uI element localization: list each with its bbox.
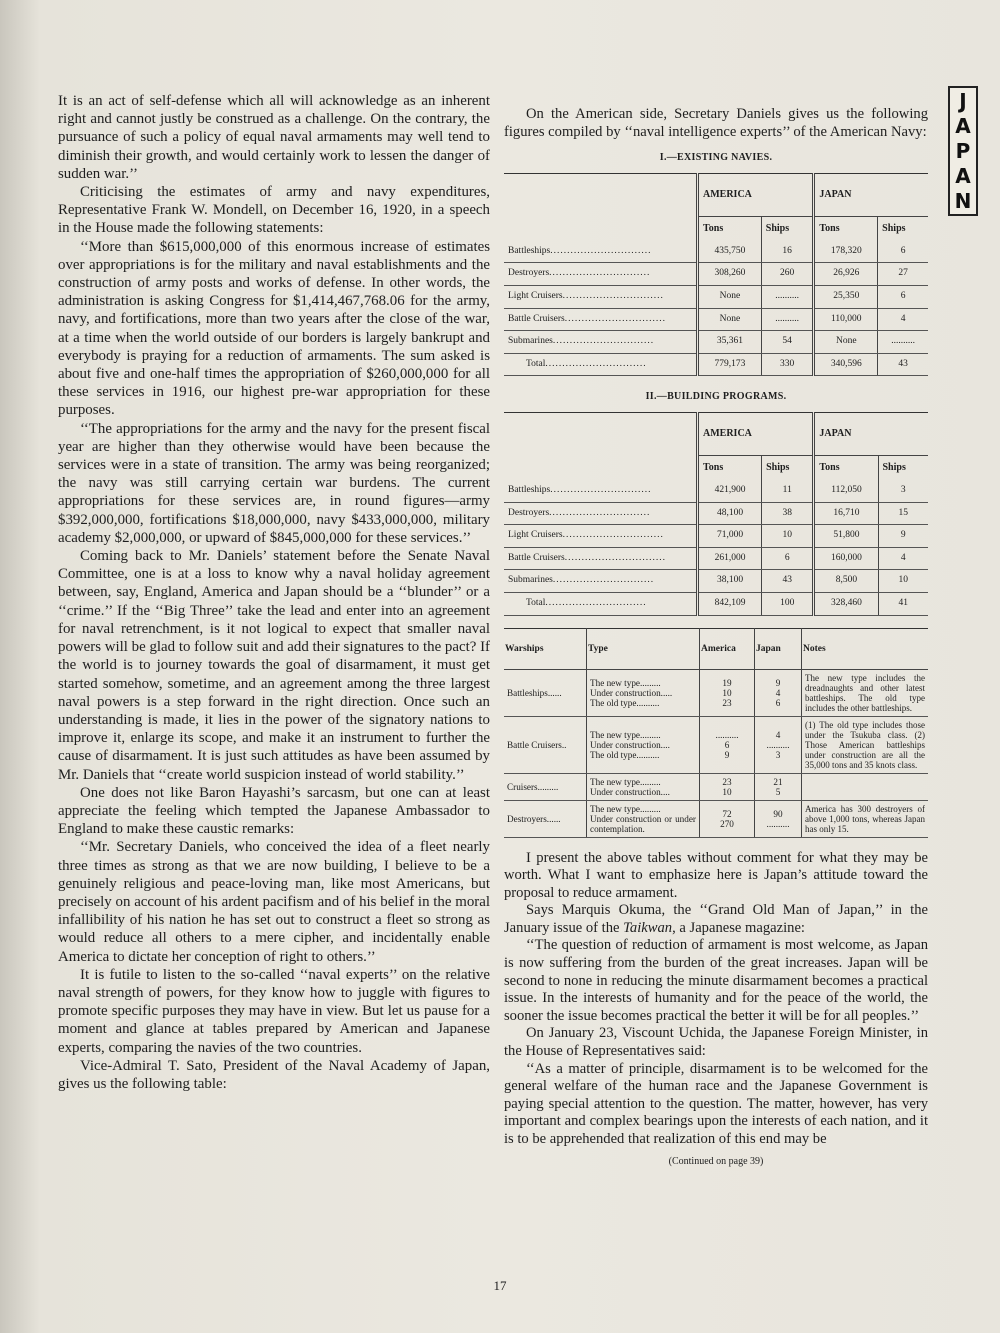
table-cell: 6	[878, 241, 928, 263]
table-body	[504, 480, 928, 615]
america-cell	[700, 773, 755, 800]
warship-cell: Destroyers......	[504, 800, 587, 837]
paragraph: It is an act of self-defense which all will acknowledge as an inherent right and cannot justly be construed as a challenge. On the contrary, the pursuance of such a policy of equal naval armaments may well tend to diminish their growth, and would certainly work to lessen the danger of sudden war.’’	[58, 93, 490, 182]
type-line: Under construction or under contemplation.	[590, 813, 696, 834]
count-line: ..........	[766, 818, 790, 829]
table-cell: 41	[878, 592, 928, 615]
count-line: ..........	[766, 739, 790, 750]
type-cell	[587, 800, 700, 837]
table-cell: 4	[878, 308, 928, 331]
table-cell: ..........	[761, 308, 814, 331]
japan-cell	[755, 800, 802, 837]
group-header: AMERICA	[698, 412, 814, 455]
type-cell	[587, 669, 700, 716]
tab-letter: A	[955, 113, 971, 138]
table-cell: 308,260	[698, 263, 762, 286]
notes-cell: America has 300 destroyers of above 1,000 tons, whereas Japan has only 15.	[802, 800, 929, 837]
leader-dots: ..............................	[549, 268, 651, 279]
type-line: The new type.........	[590, 776, 661, 787]
type-line: Under construction....	[590, 739, 670, 750]
japan-cell	[755, 773, 802, 800]
count-line: 4	[775, 729, 781, 740]
count-line: 10	[722, 786, 732, 797]
column-header: America	[700, 628, 755, 669]
row-label: Battleships..............................	[504, 480, 698, 502]
left-column	[58, 92, 490, 1093]
type-line: Under construction....	[590, 786, 670, 797]
table-cell: 25,350	[814, 285, 878, 308]
table-cell: 27	[878, 263, 928, 286]
table-row	[504, 263, 928, 286]
column-header: Tons	[814, 216, 878, 241]
tab-letter: J	[959, 88, 967, 113]
count-line: 10	[722, 687, 732, 698]
table-cell: 43	[878, 353, 928, 376]
paragraph: On January 23, Viscount Uchida, the Japanese Foreign Minister, in the House of Representatives said:	[504, 1025, 928, 1060]
leader-dots: ..............................	[545, 597, 647, 608]
building-programs-table	[504, 412, 928, 616]
table-cell: 340,596	[814, 353, 878, 376]
table-cell: 330	[761, 353, 814, 376]
table-row	[504, 308, 928, 331]
column-header: Type	[587, 628, 700, 669]
table-cell: 112,050	[814, 480, 878, 502]
table-cell: 435,750	[698, 241, 762, 263]
row-label: Light Cruisers..............................	[504, 525, 698, 548]
table-cell: 35,361	[698, 331, 762, 354]
paragraph	[504, 902, 928, 937]
japan-cell	[755, 669, 802, 716]
type-line: Under construction.....	[590, 687, 673, 698]
count-line: 90	[773, 808, 783, 819]
notes-cell: (1) The old type includes those under the Tsukuba class. (2) Those American battleships under construction are all the 35,000 tons and 35 knots class.	[802, 716, 929, 773]
table-cell: 38,100	[698, 570, 762, 593]
section-tab-japan	[948, 86, 978, 216]
row-label: Total..............................	[504, 592, 698, 615]
row-label: Total..............................	[504, 353, 698, 376]
table-cell: 54	[761, 331, 814, 354]
notes-cell	[802, 773, 929, 800]
group-header: JAPAN	[814, 173, 928, 216]
america-cell	[700, 669, 755, 716]
table-cell: 421,900	[698, 480, 762, 502]
table-row	[504, 570, 928, 593]
table-cell: 260	[761, 263, 814, 286]
table-cell: None	[698, 308, 762, 331]
leader-dots: ..............................	[550, 245, 652, 256]
table-cell: 38	[762, 502, 814, 525]
leader-dots: ..............................	[550, 484, 652, 495]
magazine-title: Taikwan	[623, 919, 673, 936]
table-cell: None	[814, 331, 878, 354]
count-line: 9	[775, 677, 781, 688]
table-cell: 178,320	[814, 241, 878, 263]
existing-navies-table	[504, 173, 928, 377]
paragraph: One does not like Baron Hayashi’s sarcasm, but one can at least appreciate the feeling which tempted the Japanese Ambassador to England to make these caustic remarks:	[58, 784, 490, 838]
table-cell: 9	[878, 525, 928, 548]
row-label: Battle Cruisers..............................	[504, 547, 698, 570]
table-row	[504, 241, 928, 263]
paragraph: ‘‘More than $615,000,000 of this enormous increase of estimates over appropriations is for the military and naval establishments and the construction of army posts and works of defense. In other words, the administration is asking Congress for $1,414,467,768.06 for the army, navy, and fortifications, more than two years after the close of the war, at a time when the world outside of our borders is largely bankrupt and everybody is praying for a reduction of armaments. The sum asked is about five and one-half times the appropriation of $260,000,000 for all these services in 1916, our highest pre-war appropriation for these purposes.	[58, 238, 490, 419]
table-cell: 6	[878, 285, 928, 308]
warship-cell: Battle Cruisers..	[504, 716, 587, 773]
table-cell: None	[698, 285, 762, 308]
table-cell: 51,800	[814, 525, 878, 548]
column-header: Tons	[698, 216, 762, 241]
table-cell: ..........	[878, 331, 928, 354]
type-cell	[587, 716, 700, 773]
table-cell: 110,000	[814, 308, 878, 331]
paragraph: ‘‘The appropriations for the army and the navy for the present fiscal year are higher than they otherwise would have been because the services were in a state of transition. The army was being reorganized; the navy was still carrying certain war burdens. The current appropriations for these services are, in round figures—army $392,000,000, fortifications $18,000,000, navy $433,000,000, military academy $2,000,000, or upward of $845,000,000 for these services.’’	[58, 420, 490, 546]
column-header: Notes	[802, 628, 929, 669]
okuma-text-before: Says Marquis Okuma, the ‘‘Grand Old Man of Japan,’’ in the January issue of the	[504, 902, 928, 936]
row-label: Destroyers..............................	[504, 263, 698, 286]
leader-dots: ..............................	[562, 290, 664, 301]
leader-dots: ..............................	[562, 530, 664, 541]
paragraph: Criticising the estimates of army and navy expenditures, Representative Frank W. Mondell, on December 16, 1920, in a speech in the House made the following statements:	[58, 184, 490, 237]
table-cell: 4	[878, 547, 928, 570]
tab-letter: N	[954, 189, 972, 214]
leader-dots: ..............................	[545, 358, 647, 369]
count-line: 23	[722, 697, 732, 708]
page-number: 17	[493, 1278, 507, 1293]
table-row	[504, 353, 928, 376]
table-cell: 261,000	[698, 547, 762, 570]
table-cell: 842,109	[698, 592, 762, 615]
tab-letter: A	[955, 164, 971, 189]
okuma-text-after: , a Japanese magazine:	[672, 919, 805, 936]
warship-cell: Cruisers.........	[504, 773, 587, 800]
table-cell: 100	[762, 592, 814, 615]
table-row	[504, 502, 928, 525]
table-caption-existing-navies: I.—EXISTING NAVIES.	[659, 152, 773, 164]
column-header: Ships	[878, 455, 928, 480]
count-line: 3	[775, 749, 781, 760]
table-cell: ..........	[761, 285, 814, 308]
type-line: The old type..........	[590, 697, 660, 708]
count-line: 72	[722, 808, 732, 819]
table-row	[504, 592, 928, 615]
type-line: The new type.........	[590, 803, 661, 814]
continued-note: (Continued on page 39)	[668, 1155, 764, 1167]
warship-cell: Battleships......	[504, 669, 587, 716]
paragraph: Vice-Admiral T. Sato, President of the Naval Academy of Japan, gives us the following table:	[58, 1057, 490, 1092]
count-line: 19	[722, 677, 732, 688]
type-line: The old type..........	[590, 749, 660, 760]
japan-cell	[755, 716, 802, 773]
table-cell: 15	[878, 502, 928, 525]
table-row	[504, 547, 928, 570]
table-cell: 48,100	[698, 502, 762, 525]
america-cell	[700, 716, 755, 773]
paragraph: ‘‘As a matter of principle, disarmament is to be welcomed for the general welfare of the human race and the Japanese Government is paying special attention to the question. The matter, however, has very important and complex bearings upon the interests of each nation, and it is to be apprehended that realization of this end may be	[504, 1060, 928, 1147]
table-cell: 11	[762, 480, 814, 502]
column-header: Tons	[698, 455, 762, 480]
table-cell: 16	[761, 241, 814, 263]
count-line: 23	[722, 776, 732, 787]
paragraph: ‘‘The question of reduction of armament is most welcome, as Japan is now suffering from the burden of the great increases. Japan will be second to none in reducing the minute disarmament becomes a practical issue. In the interests of humanity and for the peace of the world, the sooner the issue becomes practical the better it will be for all peoples.’’	[504, 937, 928, 1024]
group-header: AMERICA	[698, 173, 814, 216]
table-row	[504, 331, 928, 354]
row-label: Battle Cruisers..............................	[504, 308, 698, 331]
america-cell	[700, 800, 755, 837]
count-line: 6	[775, 697, 781, 708]
count-line: 270	[720, 818, 734, 829]
notes-cell: The new type includes the dreadnaughts and other latest battleships. The old type includes the other battleships.	[802, 669, 929, 716]
tab-letter: P	[955, 138, 971, 163]
leader-dots: ..............................	[564, 552, 666, 563]
table-cell: 8,500	[814, 570, 878, 593]
paragraph: I present the above tables without comment for what they may be worth. What I want to emphasize here is Japan’s attitude toward the proposal to reduce armament.	[504, 849, 928, 901]
count-line: 4	[775, 687, 781, 698]
table-cell: 10	[762, 525, 814, 548]
paragraph: It is futile to listen to the so-called ‘‘naval experts’’ on the relative naval strength of powers, for they know how to juggle with figures to promote specific purposes they may have in view. But let us pause for a moment and glance at tables prepared by American and Japanese experts, comparing the navies of the two countries.	[58, 966, 490, 1056]
row-label: Submarines..............................	[504, 331, 698, 354]
type-line: The new type.........	[590, 677, 661, 688]
count-line: ..........	[715, 729, 739, 740]
table-cell: 160,000	[814, 547, 878, 570]
table-cell: 71,000	[698, 525, 762, 548]
row-label: Submarines..............................	[504, 570, 698, 593]
count-line: 5	[775, 786, 781, 797]
leader-dots: ..............................	[564, 313, 666, 324]
count-line: 6	[724, 739, 730, 750]
table-row	[504, 716, 928, 773]
table-row	[504, 773, 928, 800]
paragraph: On the American side, Secretary Daniels gives us the following figures compiled by ‘‘naval intelligence experts’’ of the American Navy:	[504, 106, 928, 140]
table-cell: 16,710	[814, 502, 878, 525]
table-cell: 779,173	[698, 353, 762, 376]
table-row	[504, 800, 928, 837]
right-column	[504, 106, 928, 1170]
count-line: 9	[724, 749, 730, 760]
table-cell: 328,460	[814, 592, 878, 615]
column-header: Ships	[878, 216, 928, 241]
count-line: 21	[773, 776, 783, 787]
table-cell: 10	[878, 570, 928, 593]
table-cell: 43	[762, 570, 814, 593]
table-body	[504, 241, 928, 376]
column-header: Tons	[814, 455, 878, 480]
paragraph: ‘‘Mr. Secretary Daniels, who conceived the idea of a fleet nearly three times as strong as that we are now building, I believe to be a genuinely religious and peace-loving man, like most Americans, but precisely on account of his ardent pacifism and of his belief in the moral infallibility of his nation he has set out to construct a fleet so strong as would reduce all others to a mere cipher, and incidentally enable America to dictate her conception of right to others.’’	[58, 839, 490, 965]
column-header: Ships	[761, 216, 814, 241]
table-cell: 26,926	[814, 263, 878, 286]
table-row	[504, 285, 928, 308]
table-row	[504, 669, 928, 716]
sato-warships-table	[504, 628, 928, 838]
type-line: The new type.........	[590, 729, 661, 740]
column-header: Ships	[762, 455, 814, 480]
leader-dots: ..............................	[552, 575, 655, 586]
table-caption-building-programs: II.—BUILDING PROGRAMS.	[645, 391, 787, 403]
table-cell: 6	[762, 547, 814, 570]
row-label: Battleships..............................	[504, 241, 698, 263]
table-body	[504, 669, 928, 837]
leader-dots: ..............................	[552, 336, 655, 347]
column-header: Japan	[755, 628, 802, 669]
row-label: Destroyers..............................	[504, 502, 698, 525]
group-header: JAPAN	[814, 412, 928, 455]
paragraph: Coming back to Mr. Daniels’ statement before the Senate Naval Committee, one is at a loss to know why a naval holiday agreement between, say, England, America and Japan should be a ‘‘blunder’’ or a ‘‘crime.’’ If the ‘‘Big Three’’ take the lead and enter into an agreement for naval retrenchment, is it not logical to expect that smaller naval powers will be glad to follow suit and add their signatures to the pact? If the world is to journey towards the goal of disarmament, it must get started somehow, sometime, and an agreement among the three largest naval powers is a step forward in the right direction. Once such an understanding is made, it lies in the power of the signatory nations to improve it, enlarge its scope, and make it an instrument to further the cause of disarmament. It is just such attitudes as have been assumed by Mr. Daniels that ‘‘create world suspicion instead of world stability.’’	[58, 548, 490, 783]
table-cell: 3	[878, 480, 928, 502]
leader-dots: ..............................	[549, 507, 651, 518]
row-label: Light Cruisers..............................	[504, 285, 698, 308]
table-row	[504, 525, 928, 548]
type-cell	[587, 773, 700, 800]
column-header: Warships	[504, 628, 587, 669]
table-row	[504, 480, 928, 502]
